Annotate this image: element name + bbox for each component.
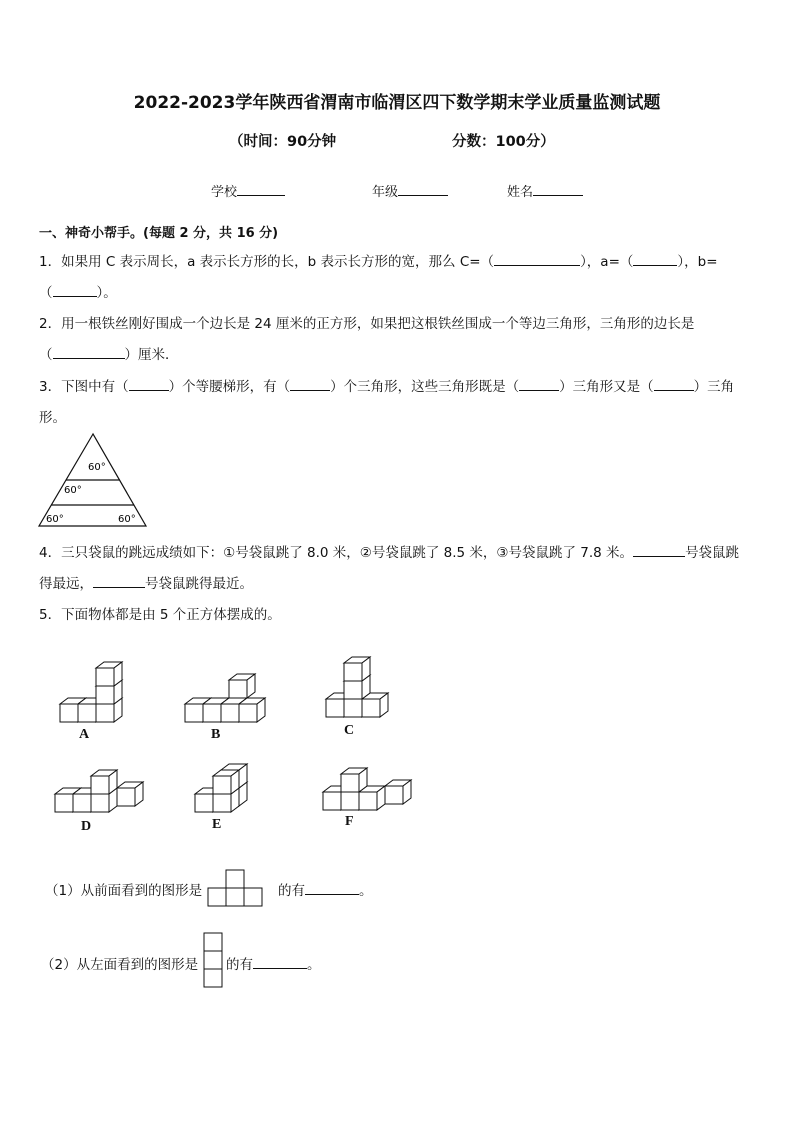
cube: [221, 704, 239, 722]
grade-field: [372, 181, 448, 200]
grade-label: 年级: [372, 185, 399, 200]
cube: [323, 792, 341, 810]
q1-blank-c[interactable]: [494, 251, 580, 266]
q1-blank-a[interactable]: [633, 251, 677, 266]
cube: [213, 776, 231, 794]
left-view-shape: [203, 932, 223, 989]
question-1-line-1: 1．如果用 C 表示周长，a 表示长方形的长，b 表示长方形的宽，那么 C=（ ），a=（ ），b=: [39, 250, 718, 270]
figure-label-e: E: [212, 817, 222, 832]
figure-f: [323, 768, 411, 810]
cube: [117, 788, 135, 806]
q5-sub1-blank[interactable]: [305, 880, 359, 895]
angle-label-2: 60°: [64, 485, 82, 496]
q5-sub2-blank[interactable]: [253, 954, 307, 969]
figure-label-c: C: [344, 723, 355, 738]
name-field: [507, 181, 583, 200]
question-4-line-1: 4．三只袋鼠的跳远成绩如下：①号袋鼠跳了 8.0 米，②号袋鼠跳了 8.5 米，③号袋鼠跳了 7.8 米。 号袋鼠跳: [39, 541, 739, 561]
cube: [362, 699, 380, 717]
figure-b: [185, 674, 265, 722]
cube: [229, 680, 247, 698]
q3-blank-1[interactable]: [129, 376, 169, 391]
cube: [344, 699, 362, 717]
exam-score: 分数：100分）: [452, 134, 555, 150]
angle-label-1: 60°: [88, 462, 106, 473]
figure-c: [326, 657, 388, 717]
question-1-line-2: （ ）。: [39, 281, 117, 301]
cube: [96, 704, 114, 722]
question-2-line-2: （ ）厘米．: [39, 343, 179, 363]
question-5-text: 5．下面物体都是由 5 个正方体摆成的。: [39, 607, 281, 623]
cube: [203, 704, 221, 722]
cube: [341, 774, 359, 792]
question-4-line-2: 得最远， 号袋鼠跳得最近。: [39, 572, 253, 592]
q5-sub1-prompt: （1）从前面看到的图形是: [45, 883, 203, 899]
cube: [185, 704, 203, 722]
figure-a: [60, 662, 122, 722]
q4-blank-1[interactable]: [633, 542, 685, 557]
cube: [96, 668, 114, 686]
figure-label-b: B: [211, 727, 221, 742]
question-2-line-1: 2．用一根铁丝刚好围成一个边长是 24 厘米的正方形，如果把这根铁丝围成一个等边三角形，三角形的边长是: [39, 316, 695, 332]
cube-figures: [0, 640, 794, 840]
school-label: 学校: [211, 185, 238, 200]
figure-label-d: D: [81, 819, 92, 834]
cube: [239, 704, 257, 722]
cube: [60, 704, 78, 722]
q5-sub2-answer: 的有 。: [226, 953, 321, 973]
grade-blank[interactable]: [398, 181, 448, 196]
front-view-shape: [207, 869, 263, 907]
page-title: 2022-2023学年陕西省渭南市临渭区四下数学期末学业质量监测试题: [133, 93, 661, 113]
cube: [91, 776, 109, 794]
q5-sub1-answer: 的有 。: [278, 879, 373, 899]
cube: [344, 663, 362, 681]
cube: [326, 699, 344, 717]
angle-label-3: 60°: [46, 514, 64, 525]
question-3-line-1: 3．下图中有（ ）个等腰梯形，有（ ）个三角形，这些三角形既是（ ）三角形又是（ ）三角: [39, 375, 734, 395]
section-1-heading: 一、神奇小帮手。(每题 2 分，共 16 分): [39, 226, 279, 241]
cube: [213, 794, 231, 812]
q3-blank-4[interactable]: [654, 376, 694, 391]
question-3-line-2: 形。: [39, 410, 66, 426]
name-label: 姓名: [507, 185, 534, 200]
cube: [344, 681, 362, 699]
cube: [96, 686, 114, 704]
name-blank[interactable]: [533, 181, 583, 196]
cube: [55, 794, 73, 812]
school-blank[interactable]: [237, 181, 285, 196]
cube: [195, 794, 213, 812]
cube: [341, 792, 359, 810]
cube: [91, 794, 109, 812]
q5-sub2-prompt: （2）从左面看到的图形是: [41, 957, 199, 973]
q3-blank-2[interactable]: [290, 376, 330, 391]
q4-blank-2[interactable]: [93, 573, 145, 588]
figure-label-a: A: [79, 727, 90, 742]
school-field: [211, 181, 285, 200]
exam-time: （时间：90分钟: [229, 134, 337, 150]
figure-d: [55, 770, 143, 812]
q3-blank-3[interactable]: [519, 376, 559, 391]
cube: [73, 794, 91, 812]
triangle-figure: [36, 432, 150, 530]
cube: [78, 704, 96, 722]
q1-blank-b[interactable]: [53, 282, 97, 297]
angle-label-4: 60°: [118, 514, 136, 525]
figure-e: [195, 764, 247, 812]
figure-label-f: F: [345, 814, 354, 829]
q2-blank[interactable]: [53, 344, 125, 359]
cube: [359, 792, 377, 810]
cube: [385, 786, 403, 804]
